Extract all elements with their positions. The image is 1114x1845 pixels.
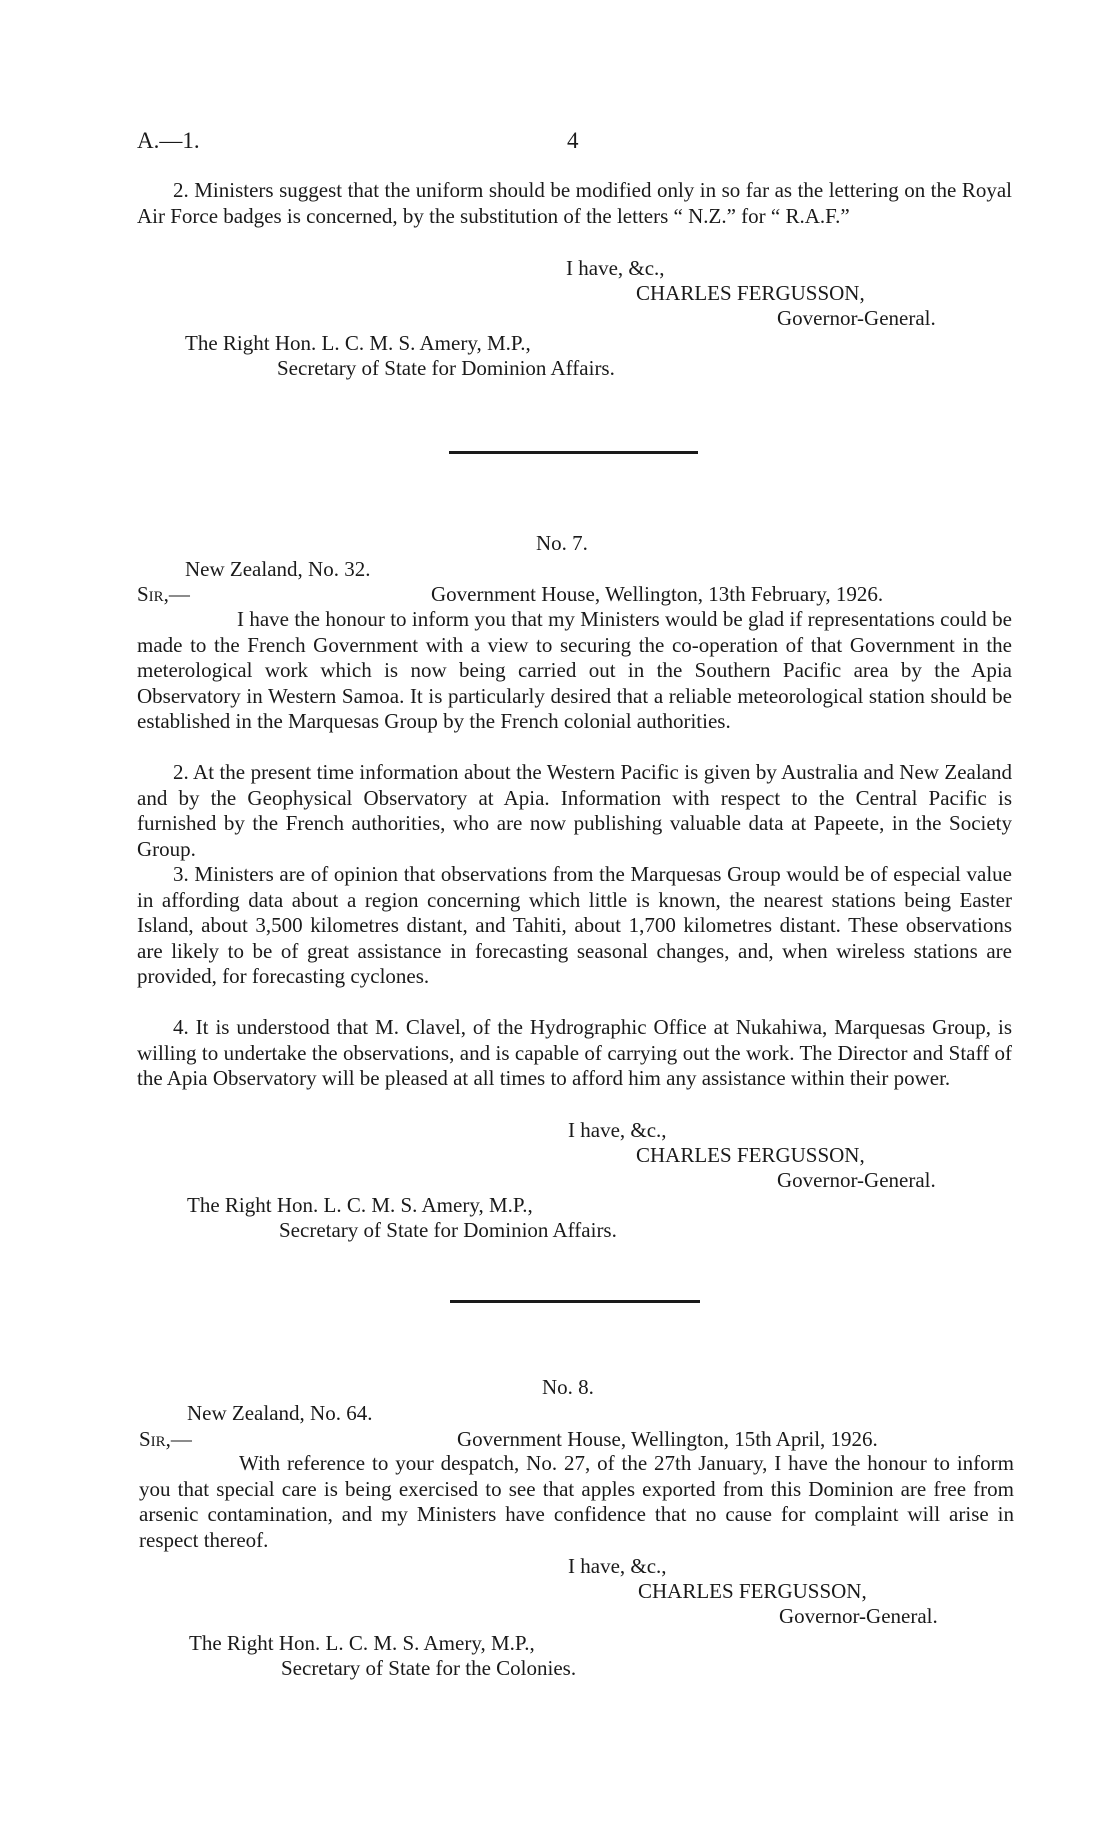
signature-title: Governor-General. bbox=[777, 306, 936, 330]
location-date: Government House, Wellington, 15th April, 1926. bbox=[457, 1427, 878, 1451]
section-divider bbox=[449, 451, 698, 454]
addressee-name: The Right Hon. L. C. M. S. Amery, M.P., bbox=[187, 1193, 533, 1217]
paragraph: I have the honour to inform you that my Ministers would be glad if representations could be made to the French Government with a view to securing the co-operation of that Government in the meterological work which is now being carried out in the Southern Pacific area by the Apia Observatory in Western Samoa. It is particularly desired that a reliable meteorological station should be established in the Marquesas Group by the French colonial authorities. bbox=[137, 607, 1012, 734]
addressee-name: The Right Hon. L. C. M. S. Amery, M.P., bbox=[189, 1631, 535, 1655]
location-date: Government House, Wellington, 13th February, 1926. bbox=[431, 582, 884, 606]
signature: CHARLES FERGUSSON, bbox=[638, 1579, 867, 1603]
paragraph: 3. Ministers are of opinion that observations from the Marquesas Group would be of especial value in affording data about a region concerning which little is known, the nearest stations being Easter Island, about 3,500 kilometres distant, and Tahiti, about 1,700 kilometres distant. These observations are likely to be of great assistance in forecasting seasonal changes, and, when wireless stations are provided, for forecasting cyclones. bbox=[137, 862, 1012, 989]
document-reference: A.—1. bbox=[137, 128, 200, 153]
despatch-reference: New Zealand, No. 64. bbox=[187, 1401, 373, 1425]
addressee-office: Secretary of State for Dominion Affairs. bbox=[279, 1218, 617, 1242]
signature-title: Governor-General. bbox=[777, 1168, 936, 1192]
signature: CHARLES FERGUSSON, bbox=[636, 281, 865, 305]
despatch-reference: New Zealand, No. 32. bbox=[185, 557, 371, 581]
paragraph: 2. Ministers suggest that the uniform should be modified only in so far as the lettering on the Royal Air Force badges is concerned, by the substitution of the letters “ N.Z.” for “ R.A.F.” bbox=[137, 178, 1012, 228]
section-divider bbox=[450, 1300, 700, 1303]
paragraph: 2. At the present time information about the Western Pacific is given by Australia and New Zealand and by the Geophysical Observatory at Apia. Information with respect to the Central Pacific is furnished by the French authorities, who are now publishing valuable data at Papeete, in the Society Group. bbox=[137, 760, 1012, 861]
paragraph: With reference to your despatch, No. 27, of the 27th January, I have the honour to inform you that special care is being exercised to see that apples exported from this Dominion are free from arsenic contamination, and my Ministers have confidence that no cause for complaint will arise in respect thereof. bbox=[139, 1451, 1014, 1552]
addressee-name: The Right Hon. L. C. M. S. Amery, M.P., bbox=[185, 331, 531, 355]
closing: I have, &c., bbox=[568, 1554, 667, 1578]
despatch-number: No. 8. bbox=[542, 1375, 594, 1399]
signature: CHARLES FERGUSSON, bbox=[636, 1143, 865, 1167]
signature-title: Governor-General. bbox=[779, 1604, 938, 1628]
page-number: 4 bbox=[567, 128, 579, 153]
closing: I have, &c., bbox=[568, 1118, 667, 1142]
salutation: Sir,— bbox=[139, 1427, 192, 1451]
salutation: Sir,— bbox=[137, 582, 190, 606]
closing: I have, &c., bbox=[566, 256, 665, 280]
addressee-office: Secretary of State for Dominion Affairs. bbox=[277, 356, 615, 380]
despatch-number: No. 7. bbox=[536, 531, 588, 555]
addressee-office: Secretary of State for the Colonies. bbox=[281, 1656, 577, 1680]
paragraph: 4. It is understood that M. Clavel, of the Hydrographic Office at Nukahiwa, Marquesas Group, is willing to undertake the observations, and is capable of carrying out the work. The Director and Staff of the Apia Observatory will be pleased at all times to afford him any assistance within their power. bbox=[137, 1015, 1012, 1091]
